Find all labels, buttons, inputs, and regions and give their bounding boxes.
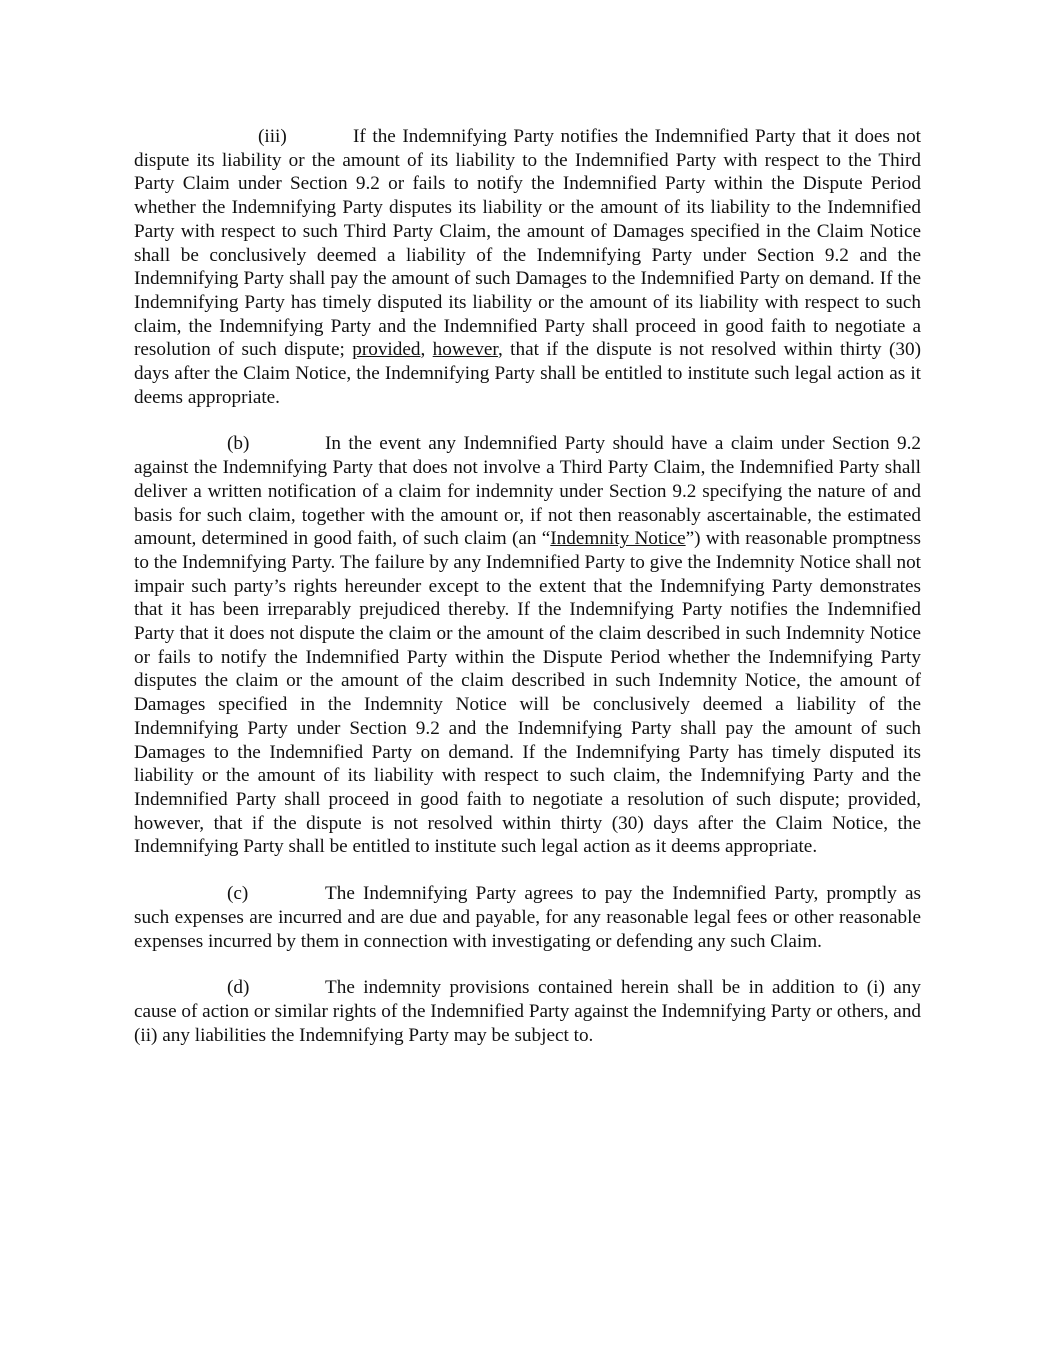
comma-separator: , bbox=[420, 339, 433, 361]
paragraph-text: , that if the dispute is not resolved within thirty (30) days after the Claim Notice, the Indemnifying Party shall be entitled to institute such legal action as it deems appropriate. bbox=[134, 339, 921, 408]
paragraph-number: (iii) bbox=[258, 126, 287, 147]
paragraph-text: The Indemnifying Party agrees to pay the Indemnified Party, promptly as such expenses are incurred and are due and payable, for any reasonable legal fees or other reasonable expenses incurred by them in connection with investigating or defending any such Claim. bbox=[134, 883, 921, 952]
paragraph-text: In the event any Indemnified Party should have a claim under Section 9.2 against the Indemnifying Party that does not involve a Third Party Claim, the Indemnified Party shall deliver a written notification of a claim for indemnity under Section 9.2 specifying the nature of and basis for such claim, together with the amount or, if not then reasonably ascertainable, the estimated amount, determined in good faith, of such claim (an “ bbox=[134, 433, 921, 550]
however-term: however bbox=[432, 339, 498, 361]
document-page bbox=[134, 125, 921, 1070]
paragraph-number: (d) bbox=[227, 977, 250, 999]
paragraph-number: (b) bbox=[227, 433, 250, 455]
defined-term-indemnity-notice: Indemnity Notice bbox=[550, 528, 686, 550]
provided-term: provided bbox=[352, 339, 421, 361]
paragraph-c bbox=[134, 882, 921, 953]
paragraph-iii bbox=[134, 125, 921, 409]
paragraph-text: If the Indemnifying Party notifies the Indemnified Party that it does not dispute its liability or the amount of its liability to the Indemnified Party with respect to the Third Party Claim under Section 9.2 or fails to notify the Indemnified Party within the Dispute Period whether the Indemnifying Party disputes its liability or the amount of its liability to the Indemnified Party with respect to such Third Party Claim, the amount of Damages specified in the Claim Notice shall be conclusively deemed a liability of the Indemnifying Party under Section 9.2 and the Indemnifying Party shall pay the amount of such Damages to the Indemnified Party on demand. If the Indemnifying Party has timely disputed its liability or the amount of its liability with respect to such claim, the Indemnifying Party and the Indemnified Party shall proceed in good faith to negotiate a resolution of such dispute; bbox=[134, 126, 921, 361]
paragraph-text: ”) with reasonable promptness to the Indemnifying Party. The failure by any Indemnified Party to give the Indemnity Notice shall not impair such party’s rights hereunder except to the extent that the Indemnifying Party demonstrates that it has been irreparably prejudiced thereby. If the Indemnifying Party notifies the Indemnified Party that it does not dispute the claim or the amount of the claim described in such Indemnity Notice or fails to notify the Indemnified Party within the Dispute Period whether the Indemnifying Party disputes the claim or the amount of the claim described in such Indemnity Notice, the amount of Damages specified in the Indemnity Notice will be conclusively deemed a liability of the Indemnifying Party under Section 9.2 and the Indemnifying Party shall pay the amount of such Damages to the Indemnified Party on demand. If the Indemnifying Party has timely disputed its liability or the amount of its liability with respect to such claim, the Indemnifying Party and the Indemnified Party shall proceed in good faith to negotiate a resolution of such dispute; provided, however, that if the dispute is not resolved within thirty (30) days after the Claim Notice, the Indemnifying Party shall be entitled to institute such legal action as it deems appropriate. bbox=[134, 528, 921, 858]
paragraph-number: (c) bbox=[227, 883, 249, 905]
paragraph-b bbox=[134, 432, 921, 859]
paragraph-d bbox=[134, 976, 921, 1047]
paragraph-text: The indemnity provisions contained herein shall be in addition to (i) any cause of action or similar rights of the Indemnified Party against the Indemnifying Party or others, and (ii) any liabilities the Indemnifying Party may be subject to. bbox=[134, 977, 922, 1046]
